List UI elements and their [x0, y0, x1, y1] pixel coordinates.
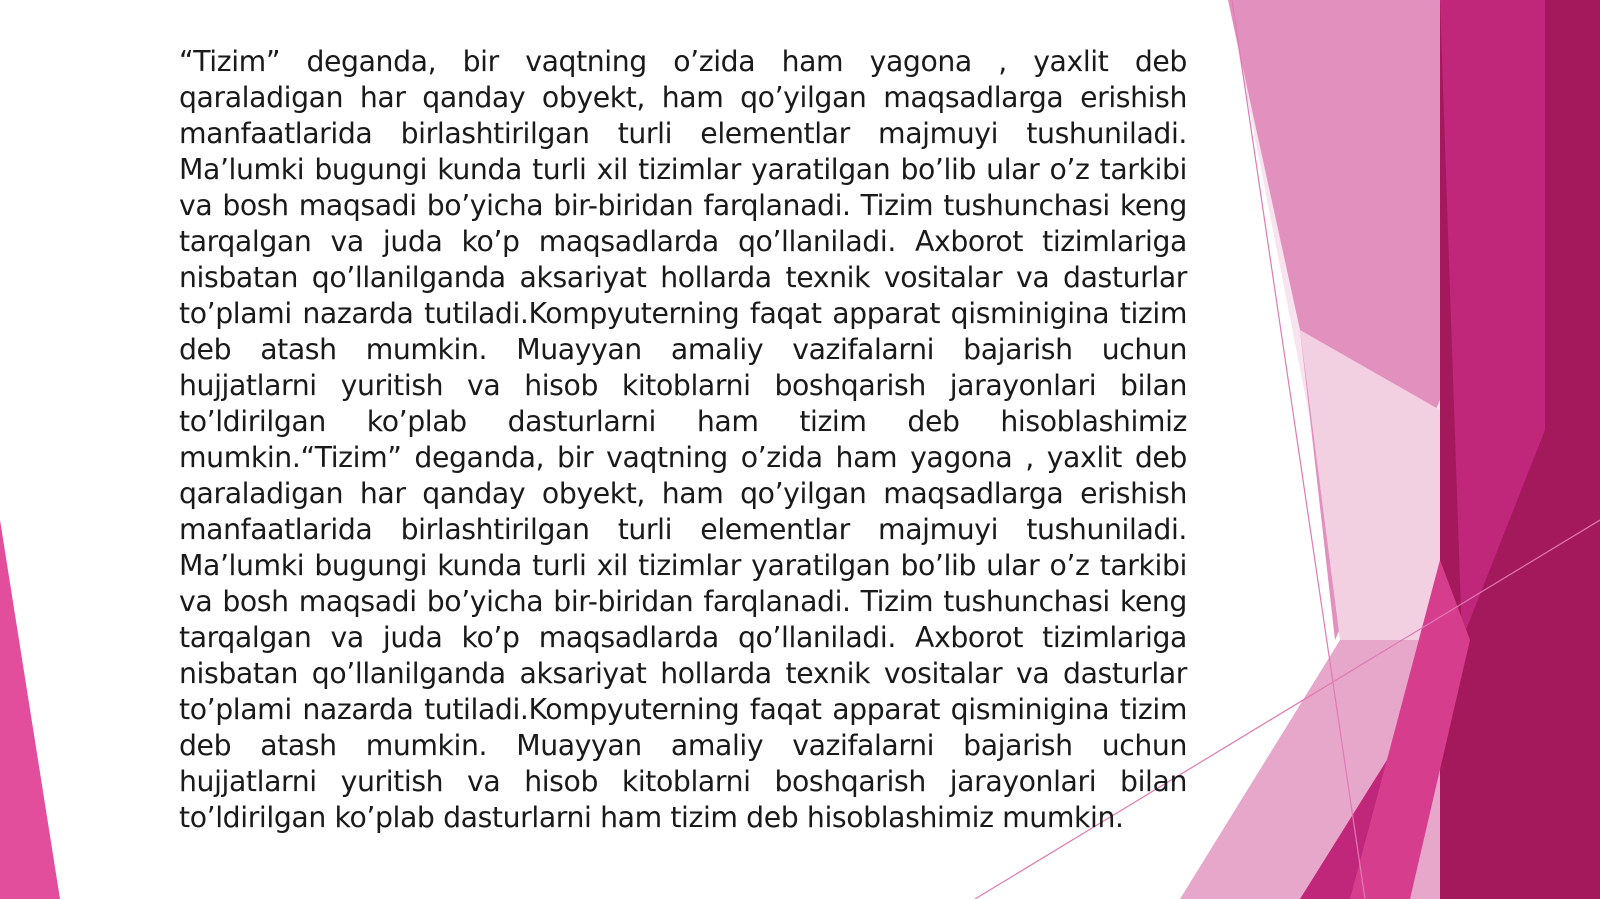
left-accent-shape [0, 520, 60, 899]
slide-body-text: “Tizim” deganda, bir vaqtning o’zida ham yagona , yaxlit deb qaraladigan har qanday obyekt, ham qo’yilgan maqsadlarga erishish manfaatlarida birlashtirilgan turli elementlar majmuyi tushuniladi. Ma’lumki bugungi kunda turli xil tizimlar yaratilgan bo’lib ular o’z tarkibi va bosh maqsadi bo’yicha bir-biridan farqlanadi. Tizim tushunchasi keng tarqalgan va juda ko’p maqsadlarda qo’llaniladi. Axborot tizimlariga nisbatan qo’llanilganda aksariyat hollarda texnik vositalar va dasturlar to’plami nazarda tutiladi.Kompyuterning faqat apparat qisminigina tizim deb atash mumkin. Muayyan amaliy vazifalarni bajarish uchun hujjatlarni yuritish va hisob kitoblarni boshqarish jarayonlari bilan to’ldirilgan ko’plab dasturlarni ham tizim deb hisoblashimiz mumkin.“Tizim” deganda, bir vaqtning o’zida ham yagona , yaxlit deb qaraladigan har qanday obyekt, ham qo’yilgan maqsadlarga erishish manfaatlarida birlashtirilgan turli elementlar majmuyi tushuniladi. Ma’lumki bugungi kunda turli xil tizimlar yaratilgan bo’lib ular o’z tarkibi va bosh maqsadi bo’yicha bir-biridan farqlanadi. Tizim tushunchasi keng tarqalgan va juda ko’p maqsadlarda qo’llaniladi. Axborot tizimlariga nisbatan qo’llanilganda aksariyat hollarda texnik vositalar va dasturlar to’plami nazarda tutiladi.Kompyuterning faqat apparat qisminigina tizim deb atash mumkin. Muayyan amaliy vazifalarni bajarish uchun hujjatlarni yuritish va hisob kitoblarni boshqarish jarayonlari bilan to’ldirilgan ko’plab dasturlarni ham tizim deb hisoblashimiz mumkin. [179, 45, 1187, 834]
